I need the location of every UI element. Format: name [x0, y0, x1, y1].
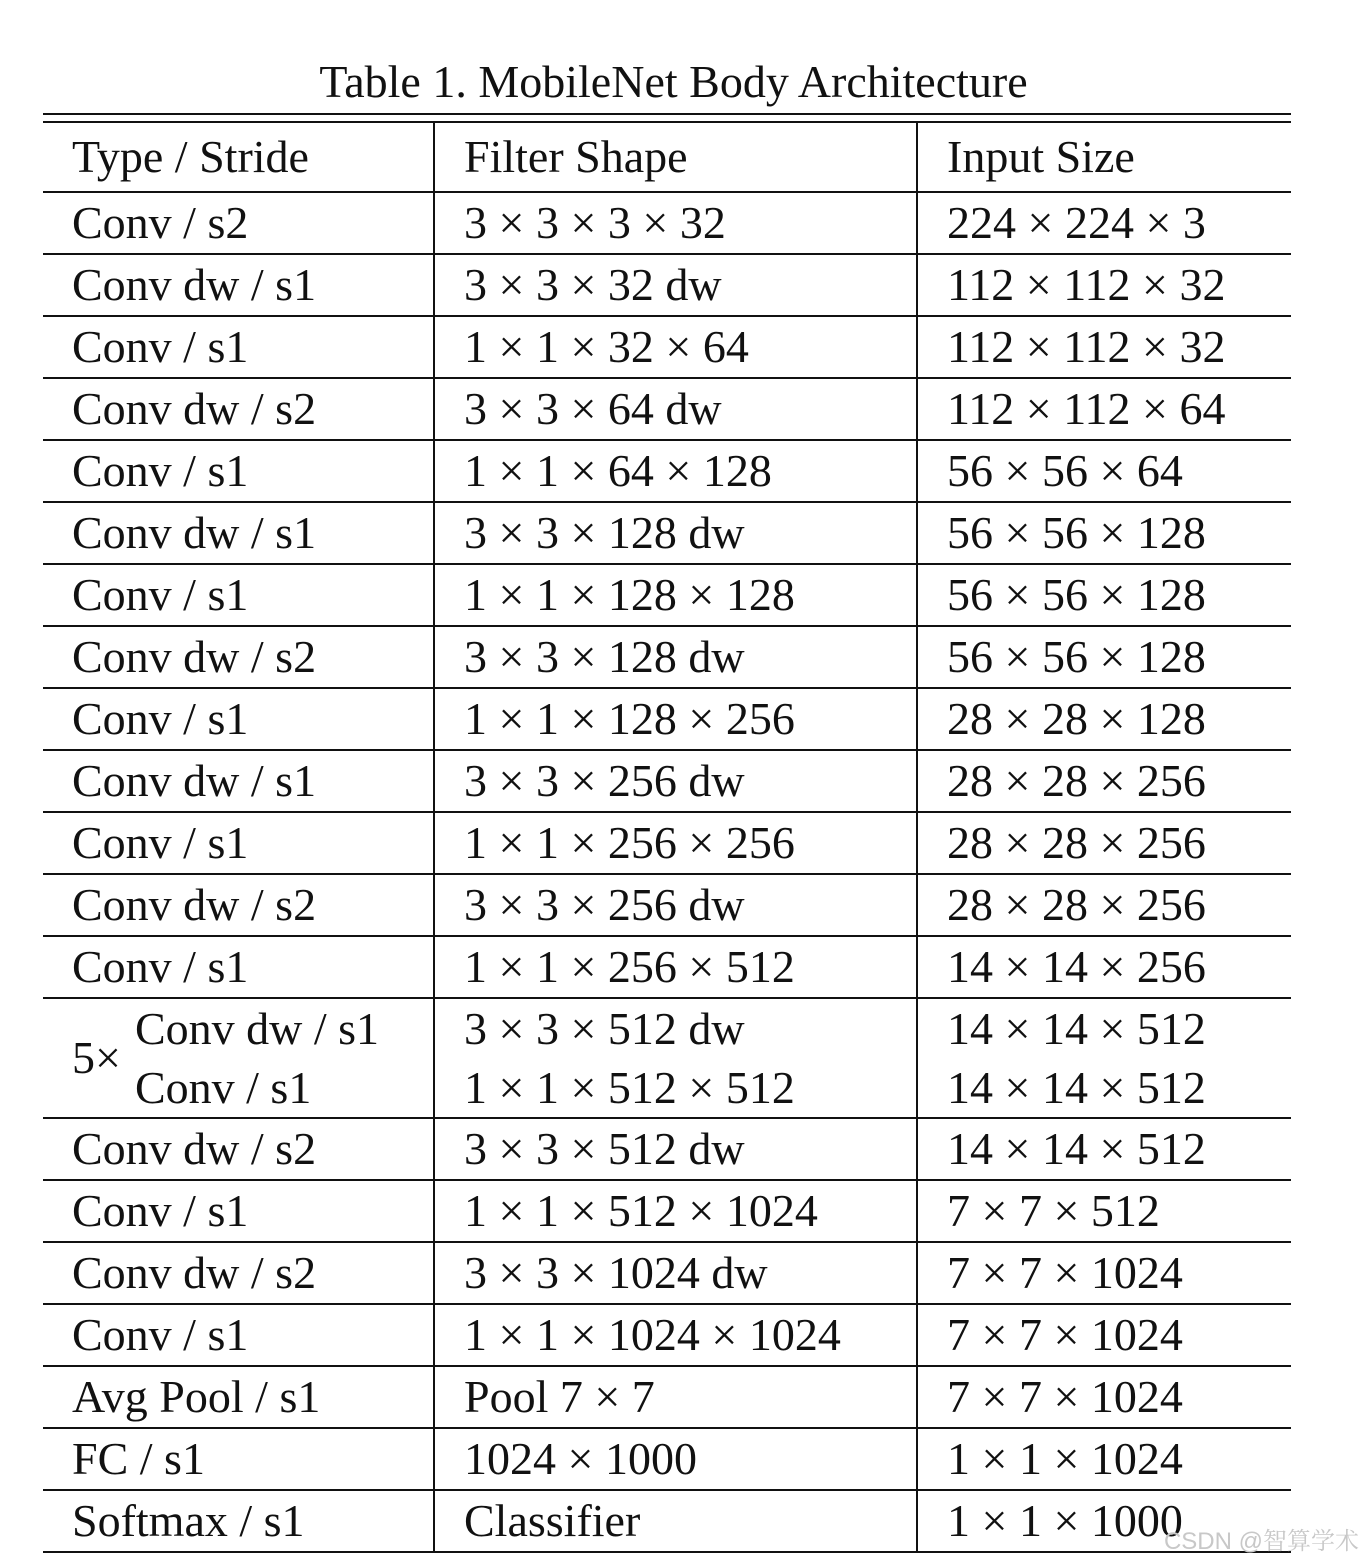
- table-row: [43, 688, 1291, 750]
- table-caption: Table 1. MobileNet Body Architecture: [319, 56, 1028, 107]
- repeat-block-row: [43, 998, 1291, 1118]
- table-row: [43, 254, 1291, 316]
- header-filter-shape: Filter Shape: [434, 122, 917, 192]
- repeat-type: Conv / s1: [134, 1062, 312, 1113]
- cell-filter: 1 × 1 × 256 × 256: [434, 812, 917, 874]
- watermark: CSDN @智算学术: [1163, 1528, 1359, 1555]
- cell-filter: 3 × 3 × 32 dw: [434, 254, 917, 316]
- top-rule: [43, 113, 1291, 115]
- cell-input: 28 × 28 × 256: [917, 874, 1291, 936]
- cell-input: 1 × 1 × 1000: [917, 1490, 1291, 1552]
- cell-filter: Pool 7 × 7: [434, 1366, 917, 1428]
- cell-type: Conv dw / s2: [43, 874, 434, 936]
- repeat-filter: 3 × 3 × 512 dw: [464, 1003, 745, 1054]
- header-type-stride: Type / Stride: [43, 122, 434, 192]
- architecture-table-wrapper: [43, 113, 1291, 1553]
- cell-filter: 1 × 1 × 32 × 64: [434, 316, 917, 378]
- header-input-size: Input Size: [917, 122, 1291, 192]
- table-row: [43, 1118, 1291, 1180]
- cell-type: FC / s1: [43, 1428, 434, 1490]
- cell-filter: 1 × 1 × 64 × 128: [434, 440, 917, 502]
- cell-input: 56 × 56 × 64: [917, 440, 1291, 502]
- repeat-block-type-cell: [43, 998, 434, 1118]
- architecture-table: [43, 121, 1291, 1553]
- cell-input: 56 × 56 × 128: [917, 564, 1291, 626]
- table-row: [43, 1304, 1291, 1366]
- cell-filter: 3 × 3 × 128 dw: [434, 626, 917, 688]
- cell-filter: 3 × 3 × 256 dw: [434, 874, 917, 936]
- cell-filter: 1 × 1 × 128 × 128: [434, 564, 917, 626]
- repeat-block-filter-cell: [434, 998, 917, 1118]
- table-row: [43, 316, 1291, 378]
- cell-input: 7 × 7 × 1024: [917, 1304, 1291, 1366]
- cell-type: Conv / s1: [43, 564, 434, 626]
- cell-type: Conv / s1: [43, 812, 434, 874]
- repeat-block-input-cell: [917, 998, 1291, 1118]
- cell-type: Conv dw / s1: [43, 502, 434, 564]
- table-row: [43, 440, 1291, 502]
- cell-filter: 3 × 3 × 256 dw: [434, 750, 917, 812]
- cell-type: Conv / s1: [43, 440, 434, 502]
- cell-filter: 3 × 3 × 512 dw: [434, 1118, 917, 1180]
- table-row: [43, 192, 1291, 254]
- cell-type: Conv / s2: [43, 192, 434, 254]
- cell-type: Conv / s1: [43, 688, 434, 750]
- cell-filter: 3 × 3 × 128 dw: [434, 502, 917, 564]
- cell-input: 224 × 224 × 3: [917, 192, 1291, 254]
- table-row: [43, 378, 1291, 440]
- table-row: [43, 626, 1291, 688]
- cell-filter: 3 × 3 × 64 dw: [434, 378, 917, 440]
- cell-input: 112 × 112 × 32: [917, 316, 1291, 378]
- table-row: [43, 1180, 1291, 1242]
- table-row: [43, 502, 1291, 564]
- cell-type: Avg Pool / s1: [43, 1366, 434, 1428]
- cell-type: Softmax / s1: [43, 1490, 434, 1552]
- cell-type: Conv dw / s2: [43, 378, 434, 440]
- cell-type: Conv / s1: [43, 936, 434, 998]
- cell-type: Conv dw / s1: [43, 750, 434, 812]
- cell-input: 28 × 28 × 128: [917, 688, 1291, 750]
- cell-filter: Classifier: [434, 1490, 917, 1552]
- repeat-type: Conv dw / s1: [134, 1003, 380, 1054]
- cell-input: 7 × 7 × 512: [917, 1180, 1291, 1242]
- table-row: [43, 750, 1291, 812]
- repeat-filter: 1 × 1 × 512 × 512: [464, 1062, 795, 1113]
- repeat-input: 14 × 14 × 512: [947, 1003, 1206, 1054]
- cell-input: 56 × 56 × 128: [917, 626, 1291, 688]
- cell-input: 14 × 14 × 512: [917, 1118, 1291, 1180]
- cell-filter: 1 × 1 × 512 × 1024: [434, 1180, 917, 1242]
- cell-filter: 1 × 1 × 256 × 512: [434, 936, 917, 998]
- cell-type: Conv dw / s2: [43, 626, 434, 688]
- repeat-input: 14 × 14 × 512: [947, 1062, 1206, 1113]
- cell-type: Conv / s1: [43, 1180, 434, 1242]
- header-row: [43, 122, 1291, 192]
- cell-filter: 1024 × 1000: [434, 1428, 917, 1490]
- cell-input: 1 × 1 × 1024: [917, 1428, 1291, 1490]
- repeat-block-group: [72, 999, 433, 1117]
- table-row: [43, 812, 1291, 874]
- cell-type: Conv dw / s1: [43, 254, 434, 316]
- cell-filter: 3 × 3 × 1024 dw: [434, 1242, 917, 1304]
- cell-type: Conv dw / s2: [43, 1118, 434, 1180]
- cell-input: 14 × 14 × 256: [917, 936, 1291, 998]
- cell-filter: 3 × 3 × 3 × 32: [434, 192, 917, 254]
- table-row: [43, 936, 1291, 998]
- repeat-count: 5×: [72, 1032, 121, 1083]
- table-row: [43, 874, 1291, 936]
- cell-input: 56 × 56 × 128: [917, 502, 1291, 564]
- table-body: [43, 192, 1291, 1552]
- cell-input: 28 × 28 × 256: [917, 812, 1291, 874]
- cell-input: 112 × 112 × 64: [917, 378, 1291, 440]
- cell-input: 7 × 7 × 1024: [917, 1242, 1291, 1304]
- table-row: [43, 1490, 1291, 1552]
- cell-input: 7 × 7 × 1024: [917, 1366, 1291, 1428]
- table-row: [43, 1242, 1291, 1304]
- cell-input: 112 × 112 × 32: [917, 254, 1291, 316]
- table-row: [43, 564, 1291, 626]
- cell-input: 28 × 28 × 256: [917, 750, 1291, 812]
- table-row: [43, 1366, 1291, 1428]
- cell-filter: 1 × 1 × 1024 × 1024: [434, 1304, 917, 1366]
- cell-type: Conv dw / s2: [43, 1242, 434, 1304]
- cell-type: Conv / s1: [43, 1304, 434, 1366]
- cell-type: Conv / s1: [43, 316, 434, 378]
- table-row: [43, 1428, 1291, 1490]
- repeat-type-list: [135, 999, 379, 1117]
- cell-filter: 1 × 1 × 128 × 256: [434, 688, 917, 750]
